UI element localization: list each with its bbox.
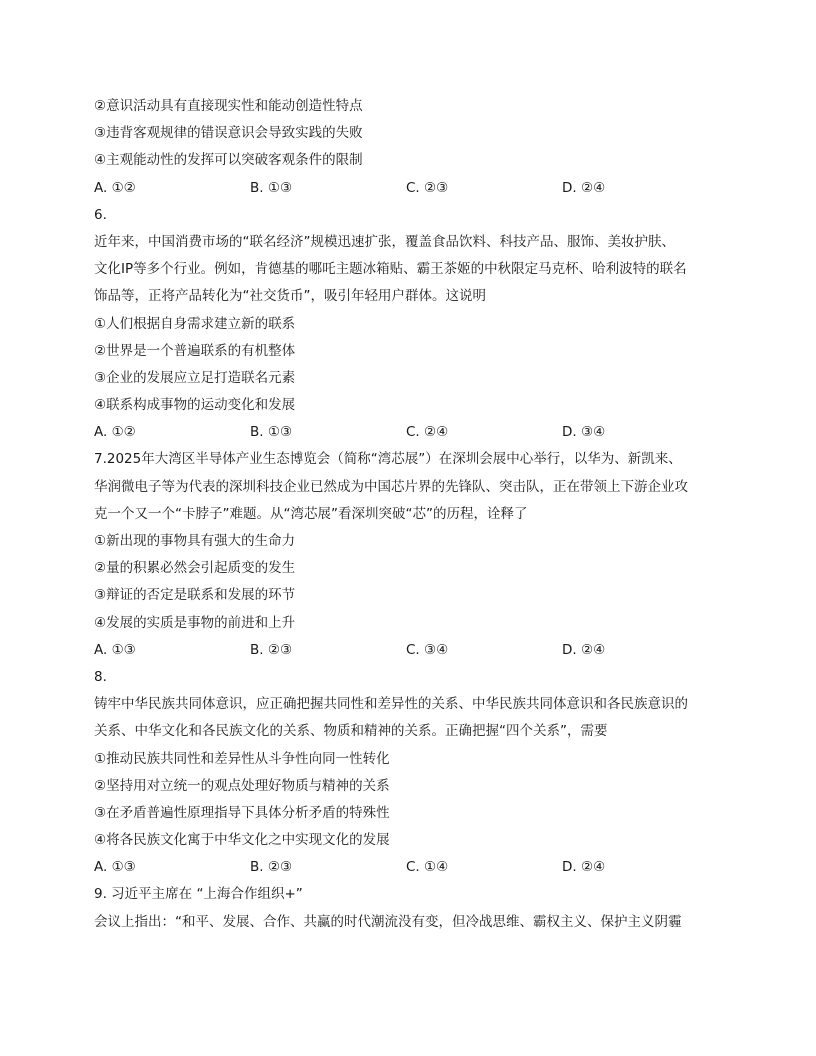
option-4: ④将各民族文化寓于中华文化之中实现文化的发展 [94,832,390,849]
option-1: ①新出现的事物具有强大的生命力 [94,533,296,549]
option-2: ②世界是一个普遍联系的有机整体 [94,342,296,359]
choice-b: B. ①③ [250,424,293,441]
choice-c: C. ①④ [406,859,449,876]
option-3: ③在矛盾普遍性原理指导下具体分析矛盾的特殊性 [94,804,390,821]
choice-b: B. ②③ [250,859,293,876]
choice-d: D. ②④ [562,179,606,196]
choice-a: A. ①③ [94,859,136,876]
option-3: ③辩证的否定是联系和发展的环节 [94,587,296,604]
option-4: ④主观能动性的发挥可以突破客观条件的限制 [94,152,363,169]
question-stem-line: 铸牢中华民族共同体意识，应正确把握共同性和差异性的关系、中华民族共同体意识和各民族意识的 [94,696,688,713]
choice-b: B. ②③ [250,641,293,658]
question-7 [94,446,720,664]
choice-d: D. ②④ [562,859,606,876]
option-3: ③违背客观规律的错误意识会导致实践的失败 [94,125,363,142]
question-5-tail [94,93,720,202]
question-number: 8. [94,668,107,685]
answer-choices [94,637,720,664]
answer-choices [94,854,720,881]
question-9 [94,881,720,935]
choice-c: C. ②④ [406,424,449,441]
question-number: 6. [94,206,107,223]
answer-choices [94,419,720,446]
question-stem-line: 近年来，中国消费市场的“联名经济”规模迅速扩张，覆盖食品饮料、科技产品、服饰、美妆护肤、 [94,233,675,250]
choice-a: A. ①② [94,179,136,196]
option-4: ④联系构成事物的运动变化和发展 [94,397,296,414]
question-6 [94,202,720,447]
choice-a: A. ①② [94,424,136,441]
option-1: ①人们根据自身需求建立新的联系 [94,315,296,332]
question-stem-line: 文化IP等多个行业。例如，肯德基的哪吒主题冰箱贴、霸王茶姬的中秋限定马克杯、哈利波特的联名 [94,261,687,278]
answer-choices [94,175,720,202]
choice-a: A. ①③ [94,641,136,658]
question-stem-line: 关系、中华文化和各民族文化的关系、物质和精神的关系。正确把握“四个关系”，需要 [94,723,608,740]
question-8 [94,664,720,882]
question-stem-line: 9. 习近平主席在 “上海合作组织+” [94,886,303,903]
option-2: ②坚持用对立统一的观点处理好物质与精神的关系 [94,777,390,794]
option-2: ②量的积累必然会引起质变的发生 [94,560,296,577]
choice-c: C. ③④ [406,641,449,658]
question-stem-line: 华润微电子等为代表的深圳科技企业已然成为中国芯片界的先锋队、突击队，正在带领上下游企业攻 [94,478,688,495]
option-3: ③企业的发展应立足打造联名元素 [94,369,296,386]
choice-b: B. ①③ [250,179,293,196]
choice-d: D. ②④ [562,641,606,658]
option-4: ④发展的实质是事物的前进和上升 [94,614,296,631]
question-stem-line: 克一个又一个“卡脖子”难题。从“湾芯展”看深圳突破“芯”的历程，诠释了 [94,505,528,522]
choice-c: C. ②③ [406,179,449,196]
question-stem-line: 7.2025年大湾区半导体产业生态博览会（简称“湾芯展”）在深圳会展中心举行，以华为、新凯来、 [94,451,682,468]
choice-d: D. ③④ [562,424,606,441]
option-2: ②意识活动具有直接现实性和能动创造性特点 [94,98,363,114]
option-1: ①推动民族共同性和差异性从斗争性向同一性转化 [94,750,390,767]
document-page [94,93,720,936]
question-stem-line: 饰品等，正将产品转化为“社交货币”，吸引年轻用户群体。这说明 [94,288,486,305]
question-stem-line: 会议上指出：“和平、发展、合作、共赢的时代潮流没有变，但冷战思维、霸权主义、保护主义阴霾 [94,913,682,930]
